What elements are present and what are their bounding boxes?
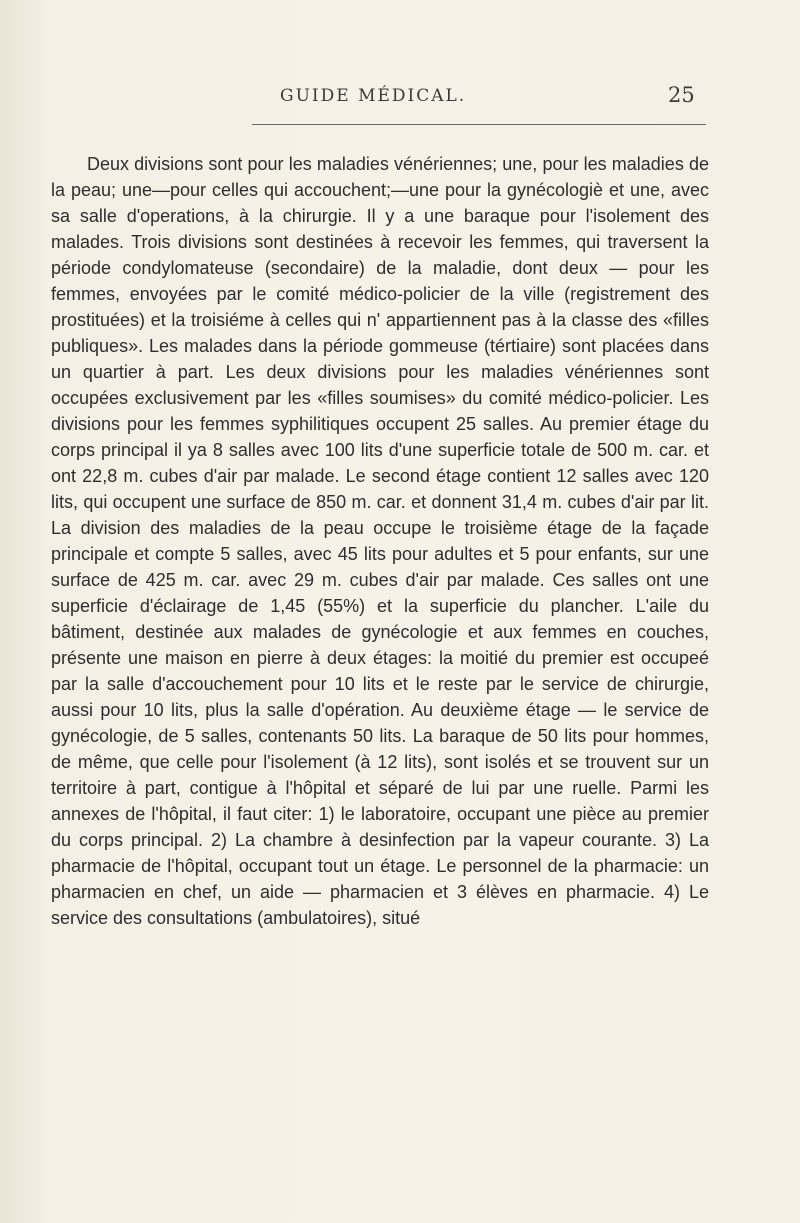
page-number: 25 <box>668 83 695 107</box>
body-paragraph: Deux divisions sont pour les maladies vénériennes; une, pour les maladies de la peau; une—pour celles qui accouchent;—une pour la gynécologiè et une, avec sa salle d'operations, à la chirurgie. Il y a une baraque pour l'isolement des malades. Trois divisions sont destinées à recevoir les femmes, qui traversent la période condylomateuse (secondaire) de la maladie, dont deux — pour les femmes, envoyées par le comité médico-policier de la ville (registrement des prostituées) et la troisiéme à celles qui n' appartiennent pas à la classe des «filles publiques». Les malades dans la période gommeuse (tértiaire) sont placées dans un quartier à part. Les deux divisions pour les maladies vénériennes sont occupées exclusivement par les «filles soumises» du comité médico-policier. Les divisions pour les femmes syphilitiques occupent 25 salles. Au premier étage du corps principal il ya 8 salles avec 100 lits d'une superficie totale de 500 m. car. et ont 22,8 m. cubes d'air par malade. Le second étage contient 12 salles avec 120 lits, qui occupent une surface de 850 m. car. et donnent 31,4 m. cubes d'air par lit. La division des maladies de la peau occupe le troisième étage de la façade principale et compte 5 salles, avec 45 lits pour adultes et 5 pour enfants, sur une surface de 425 m. car. avec 29 m. cubes d'air par malade. Ces salles ont une superficie d'éclairage de 1,45 (55%) et la superficie du plancher. L'aile du bâtiment, destinée aux malades de gynécologie et aux femmes en couches, présente une maison en pierre à deux étages: la moitié du premier est occupeé par la salle d'accouchement pour 10 lits et le reste par le service de chirurgie, aussi pour 10 lits, plus la salle d'opération. Au deuxième étage — le service de gynécologie, de 5 salles, contenants 50 lits. La baraque de 50 lits pour hommes, de même, que celle pour l'isolement (à 12 lits), sont isolés et se trouvent sur un territoire à part, contigue à l'hôpital et séparé de lui par une ruelle. Parmi les annexes de l'hôpital, il faut citer: 1) le laboratoire, occupant une pièce au premier du corps principal. 2) La chambre à desinfection par la vapeur courante. 3) La pharmacie de l'hôpital, occupant tout un étage. Le personnel de la pharmacie: un pharmacien en chef, un aide — pharmacien et 3 élèves en pharmacie. 4) Le service des consultations (ambulatoires), situé <box>51 154 709 928</box>
header-rule <box>252 124 706 125</box>
running-title: GUIDE MÉDICAL. <box>280 86 467 106</box>
